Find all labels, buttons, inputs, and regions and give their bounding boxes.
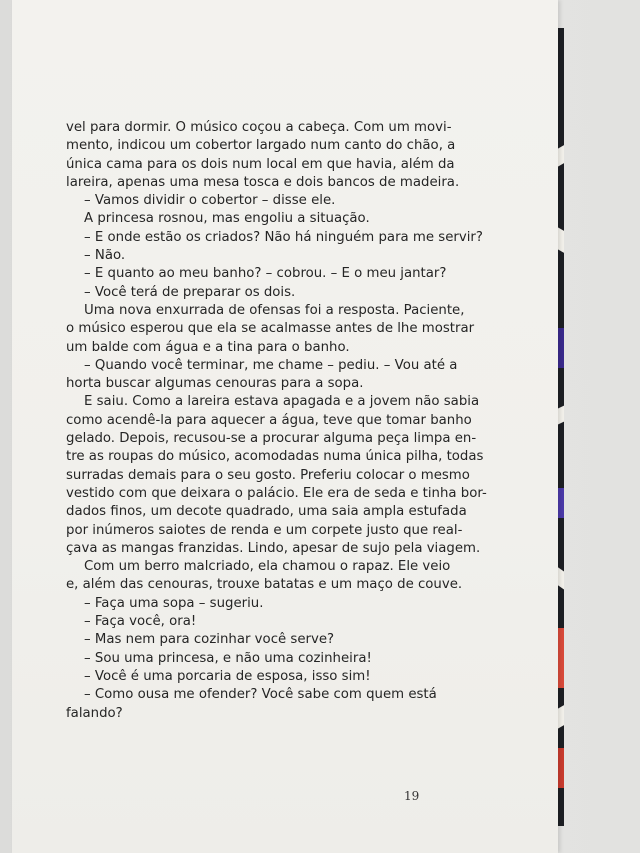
text-line: – Vamos dividir o cobertor – disse ele. (84, 193, 336, 209)
text-line: mento, indicou um cobertor largado num canto do chão, a (66, 138, 456, 154)
page-number: 19 (404, 789, 420, 803)
text-line: vestido com que deixara o palácio. Ele era de seda e tinha bor- (66, 485, 487, 501)
text-line: vel para dormir. O músico coçou a cabeça. Com um movi- (66, 120, 452, 135)
book-page (12, 0, 558, 853)
text-line: – E quanto ao meu banho? – cobrou. – E o meu jantar? (84, 266, 447, 282)
text-line: e, além das cenouras, trouxe batatas e um maço de couve. (66, 577, 463, 593)
text-line: um balde com água e a tina para o banho. (66, 339, 350, 355)
text-line: – Mas nem para cozinhar você serve? (84, 632, 335, 648)
text-line: A princesa rosnou, mas engoliu a situação. (84, 211, 370, 227)
text-line: tre as roupas do músico, acomodadas numa única pilha, todas (66, 449, 484, 465)
text-line: – Quando você terminar, me chame – pediu. – Vou até a (84, 357, 458, 373)
text-line: Com um berro malcriado, ela chamou o rapaz. Ele veio (84, 559, 451, 575)
text-line: çava as mangas franzidas. Lindo, apesar de sujo pela viagem. (66, 540, 481, 556)
text-line: – Faça uma sopa – sugeriu. (84, 595, 264, 611)
text-line: dados finos, um decote quadrado, uma saia ampla estufada (66, 504, 467, 520)
text-line: horta buscar algumas cenouras para a sopa. (66, 376, 364, 392)
body-text (66, 119, 487, 723)
text-line: gelado. Depois, recusou-se a procurar alguma peça limpa en- (66, 431, 477, 447)
text-line: o músico esperou que ela se acalmasse antes de lhe mostrar (66, 321, 475, 337)
text-line: lareira, apenas uma mesa tosca e dois bancos de madeira. (66, 174, 460, 190)
text-line: – Como ousa me ofender? Você sabe com quem está (84, 687, 437, 703)
text-line: como acendê-la para aquecer a água, teve que tomar banho (66, 412, 472, 428)
text-line: – Você terá de preparar os dois. (84, 284, 296, 300)
text-line: única cama para os dois num local em que havia, além da (66, 156, 455, 172)
text-line: – Sou uma princesa, e não uma cozinheira! (84, 650, 372, 666)
text-line: Uma nova enxurrada de ofensas foi a resposta. Paciente, (84, 302, 465, 318)
text-line: – Você é uma porcaria de esposa, isso sim! (84, 668, 371, 684)
text-line: falando? (66, 705, 123, 721)
text-line: E saiu. Como a lareira estava apagada e a jovem não sabia (84, 394, 480, 410)
text-line: – Não. (84, 248, 126, 264)
text-line: – Faça você, ora! (84, 614, 197, 630)
text-line: surradas demais para o seu gosto. Preferiu colocar o mesmo (66, 467, 470, 483)
text-line: – E onde estão os criados? Não há ninguém para me servir? (84, 229, 483, 245)
text-line: por inúmeros saiotes de renda e um corpete justo que real- (66, 522, 463, 538)
